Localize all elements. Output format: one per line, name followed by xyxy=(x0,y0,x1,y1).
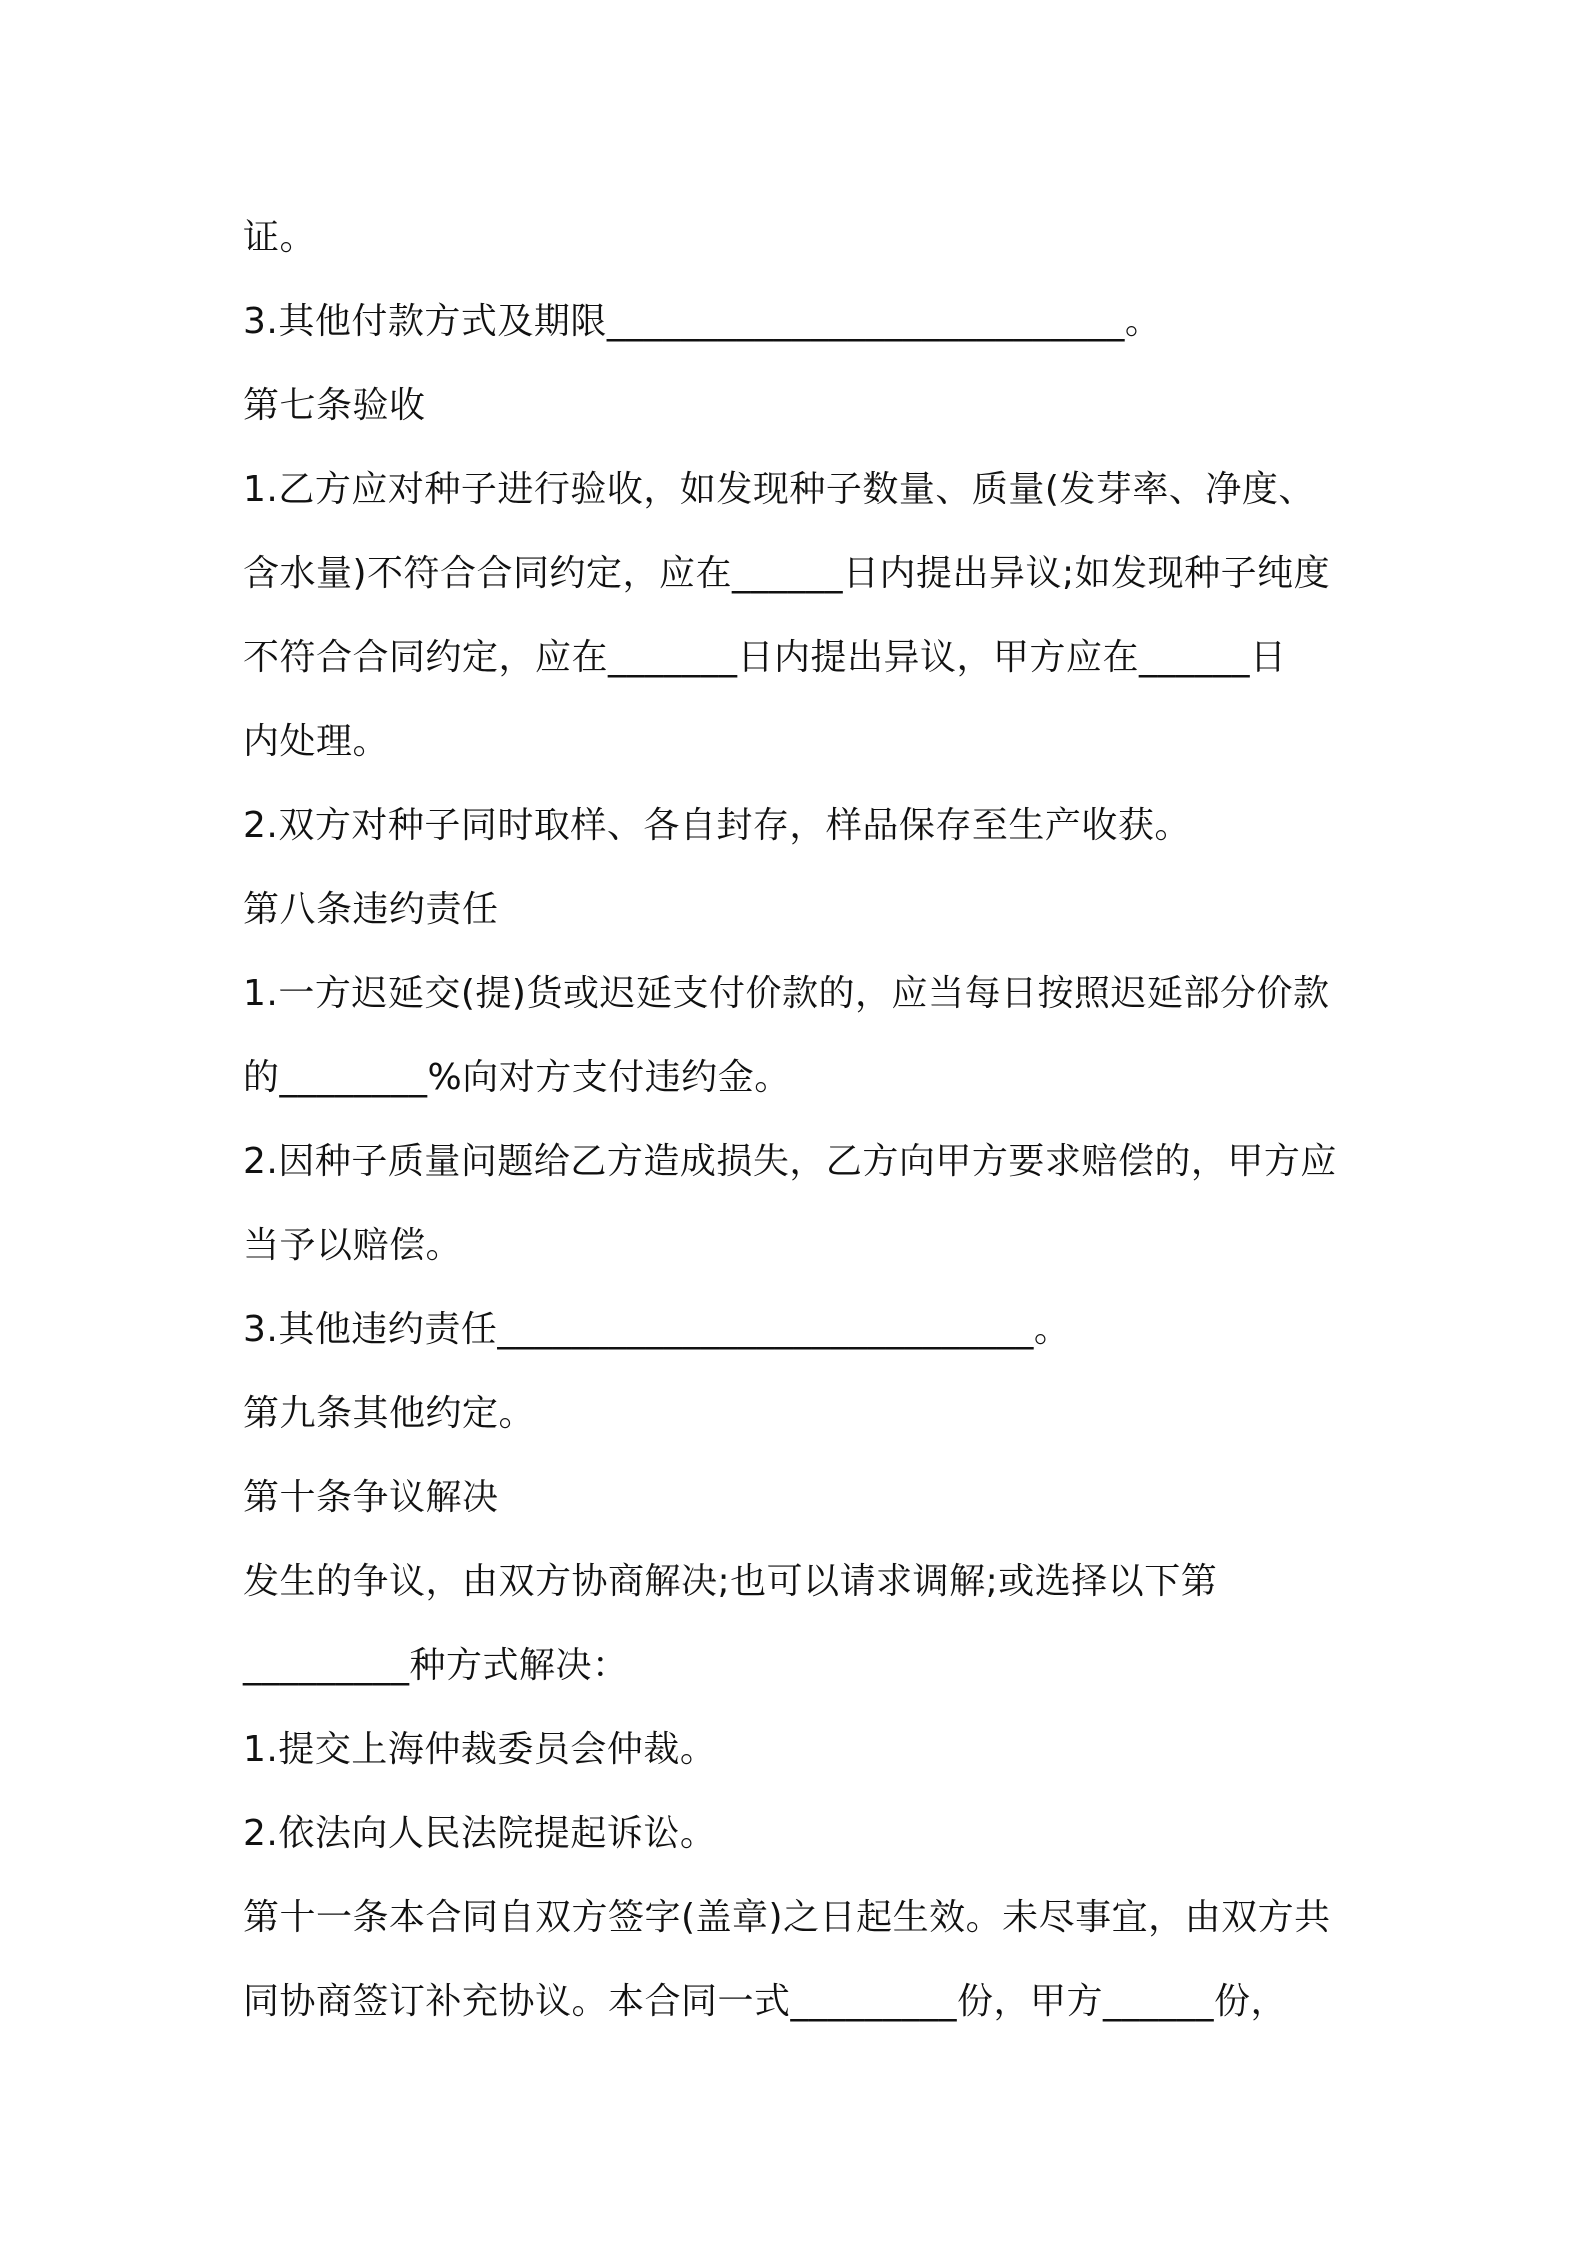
text-line-inspection-1b: 含水量)不符合合同约定，应在______日内提出异议;如发现种子纯度 xyxy=(243,553,1331,594)
text-line-inspection-1d: 内处理。 xyxy=(243,721,390,762)
text-line-other-payment: 3.其他付款方式及期限____________________________。 xyxy=(243,301,1162,342)
text-line-breach-1a: 1.一方迟延交(提)货或迟延支付价款的，应当每日按照迟延部分价款 xyxy=(243,973,1330,1014)
text-line-inspection-2: 2.双方对种子同时取样、各自封存，样品保存至生产收获。 xyxy=(243,805,1191,846)
section-heading-article-7: 第七条验收 xyxy=(243,385,426,426)
text-line-breach-2b: 当予以赔偿。 xyxy=(243,1225,463,1266)
text-line-cert-end: 证。 xyxy=(243,217,317,258)
text-line-dispute-option-1: 1.提交上海仲裁委员会仲裁。 xyxy=(243,1729,717,1770)
text-line-breach-3: 3.其他违约责任_____________________________。 xyxy=(243,1309,1071,1350)
section-heading-article-10: 第十条争议解决 xyxy=(243,1477,499,1518)
text-line-dispute-a: 发生的争议，由双方协商解决;也可以请求调解;或选择以下第 xyxy=(243,1561,1218,1602)
text-line-article-11b: 同协商签订补充协议。本合同一式_________份，甲方______份， xyxy=(243,1981,1288,2022)
text-line-breach-2a: 2.因种子质量问题给乙方造成损失，乙方向甲方要求赔偿的，甲方应 xyxy=(243,1141,1337,1182)
text-line-inspection-1a: 1.乙方应对种子进行验收，如发现种子数量、质量(发芽率、净度、 xyxy=(243,469,1315,510)
text-line-dispute-b: _________种方式解决： xyxy=(243,1645,629,1686)
section-heading-article-9: 第九条其他约定。 xyxy=(243,1393,536,1434)
text-line-article-11a: 第十一条本合同自双方签字(盖章)之日起生效。未尽事宜，由双方共 xyxy=(243,1897,1331,1938)
section-heading-article-8: 第八条违约责任 xyxy=(243,889,499,930)
text-line-dispute-option-2: 2.依法向人民法院提起诉讼。 xyxy=(243,1813,717,1854)
text-line-breach-1b: 的________%向对方支付违约金。 xyxy=(243,1057,791,1098)
text-line-inspection-1c: 不符合合同约定，应在_______日内提出异议，甲方应在______日 xyxy=(243,637,1287,678)
document-page xyxy=(243,196,1363,2044)
